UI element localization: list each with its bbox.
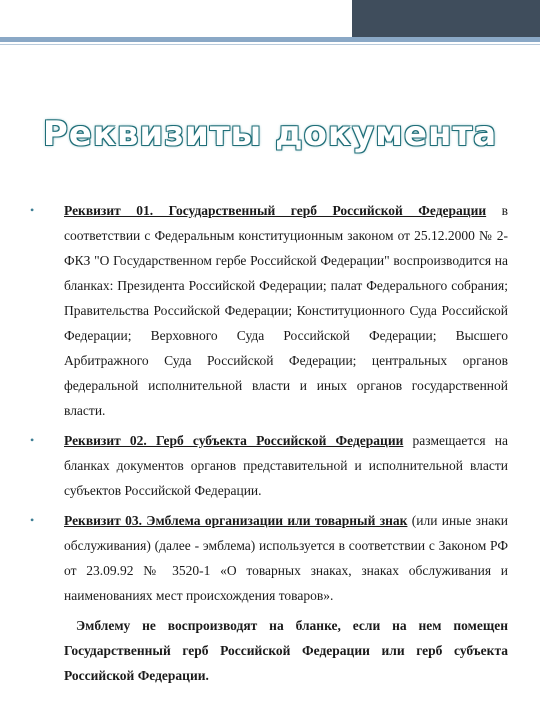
top-thin-line <box>0 44 540 45</box>
requisite-heading: Реквизит 02. Герб субъекта Российской Федерации <box>64 433 404 448</box>
bullet-icon: • <box>30 513 35 527</box>
document-body <box>30 198 508 688</box>
bullet-icon: • <box>30 433 35 447</box>
requisite-heading: Реквизит 01. Государственный герб Российской Федерации <box>64 203 487 218</box>
emblem-note: Эмблему не воспроизводят на бланке, если на нем помещен Государственный герб Российской Федерации или герб субъекта Российской Федерации. <box>64 618 508 683</box>
list-item-requisite-01 <box>30 198 508 423</box>
top-dark-block <box>352 0 540 38</box>
requisite-text: (или иные знаки обслуживания) (далее - эмблема) используется в соответствии с Законом РФ от 23.09.92 № 3520-1 «О товарных знаках, знаках обслуживания и наименованиях мест происхождения товаров». <box>64 513 508 603</box>
slide-title: Реквизиты документа <box>42 114 498 154</box>
list-item-requisite-03 <box>30 508 508 608</box>
requisite-text: в соответствии с Федеральным конституционным законом от 25.12.2000 № 2-ФКЗ "О Государственном гербе Российской Федерации" воспроизводится на бланках: Президента Российской Федерации; палат Федерального собрания; Правительства Российской Федерации; Конституционного Суда Российской Федерации; Верховного Суда Российской Федерации; Высшего Арбитражного Суда Российской Федерации; центральных органов федеральной исполнительной власти и иных органов государственной власти. <box>64 203 509 418</box>
list-item-requisite-02 <box>30 428 508 503</box>
requisite-heading: Реквизит 03. Эмблема организации или товарный знак <box>64 513 408 528</box>
top-accent-line <box>0 37 540 42</box>
requisite-text: размещается на бланках документов органов представительной и исполнительной власти субъектов Российской Федерации. <box>64 433 509 498</box>
bullet-icon: • <box>30 203 35 217</box>
